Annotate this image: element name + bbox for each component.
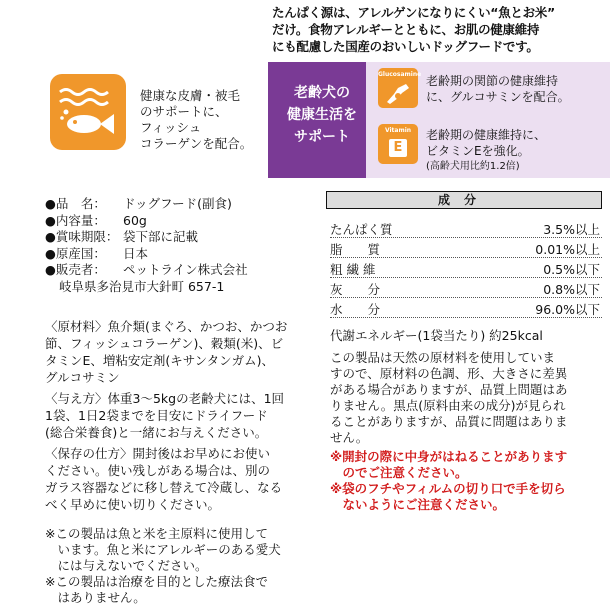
product-address: 岐阜県多治見市大針町 657-1 bbox=[59, 278, 225, 294]
feeding-block: 〈与え方〉体重3～5kgの老齢犬には、1回 1袋、1日2袋までを目安にドライフード (総合栄養食)と一緒にお与えください。 bbox=[45, 391, 285, 440]
product-row: ●品 名： ドッグフード(副食) bbox=[45, 196, 232, 211]
nutrition-row: 灰 分 0.8%以下 bbox=[330, 278, 602, 298]
glucosamine-icon: Glucosamine bbox=[378, 68, 418, 108]
senior-support-title: 老齢犬の 健康生活を サポート bbox=[287, 85, 357, 145]
vitamin-e-text: 老齢期の健康維持に、 ビタミンEを強化。 (高齢犬用比約1.2倍) bbox=[426, 128, 547, 172]
product-row: ●賞味期限： 袋下部に記載 bbox=[45, 229, 199, 244]
nutrition-header: 成分 bbox=[326, 191, 602, 209]
fish-icon bbox=[50, 74, 126, 150]
energy-info: 代謝エネルギー(1袋当たり) 約25kcal bbox=[330, 328, 543, 343]
intro-text: たんぱく源は、アレルゲンになりにくい“魚とお米” だけ。食物アレルギーとともに、お肌の健康維持 にも配慮した国産のおいしいドッグフードです。 bbox=[272, 5, 555, 54]
nutrition-row: 粗 繊 維 0.5%以下 bbox=[330, 258, 602, 278]
storage-block: 〈保存の仕方〉開封後はお早めにお使い ください。使い残しがある場合は、別の ガラス容器などに移し替えて冷蔵し、なる べく早めに使い切りください。 bbox=[45, 446, 283, 512]
usage-details bbox=[45, 318, 317, 517]
natural-ingredients-note: この製品は天然の原材料を使用していま すので、原材料の色調、形、大きさに差異 がある場合がありますが、品質上問題はあ りません。黒点(原料由来の成分)が見られ ることがありますが、品質に問題はありま せん。 bbox=[330, 350, 568, 445]
product-info bbox=[45, 196, 248, 295]
nutrition-table bbox=[330, 218, 602, 318]
nutrition-row: 水 分 96.0%以下 bbox=[330, 298, 602, 318]
opening-warnings: ※開封の際に中身がはねることがあります のでご注意ください。 ※袋のフチやフィルムの切り口で手を切ら ないようにご注意ください。 bbox=[330, 449, 568, 512]
ingredients-block: 〈原材料〉魚介類(まぐろ、かつお、かつお 節、フィッシュコラーゲン)、穀類(米)、ビ タミンE、増粘安定剤(キサンタンガム)、 グルコサミン bbox=[45, 319, 288, 385]
product-row: ●販売者： ペットライン株式会社 bbox=[45, 262, 248, 277]
nutrition-row: 脂 質 0.01%以上 bbox=[330, 238, 602, 258]
fish-collagen-text: 健康な皮膚・被毛 のサポートに、 フィッシュ コラーゲンを配合。 bbox=[140, 88, 253, 151]
vitamin-e-icon: Vitamin E bbox=[378, 124, 418, 164]
glucosamine-text: 老齢期の関節の健康維持 に、グルコサミンを配合。 bbox=[426, 74, 570, 104]
product-row: ●内容量： 60g bbox=[45, 212, 147, 228]
allergy-notes: ※この製品は魚と米を主原料に使用して います。魚と米にアレルギーのある愛犬 には与えないでください。 ※この製品は治療を目的とした療法食で はありません。 bbox=[45, 526, 281, 605]
nutrition-row: たんぱく質 3.5%以上 bbox=[330, 218, 602, 238]
product-row: ●原産国： 日本 bbox=[45, 245, 149, 261]
